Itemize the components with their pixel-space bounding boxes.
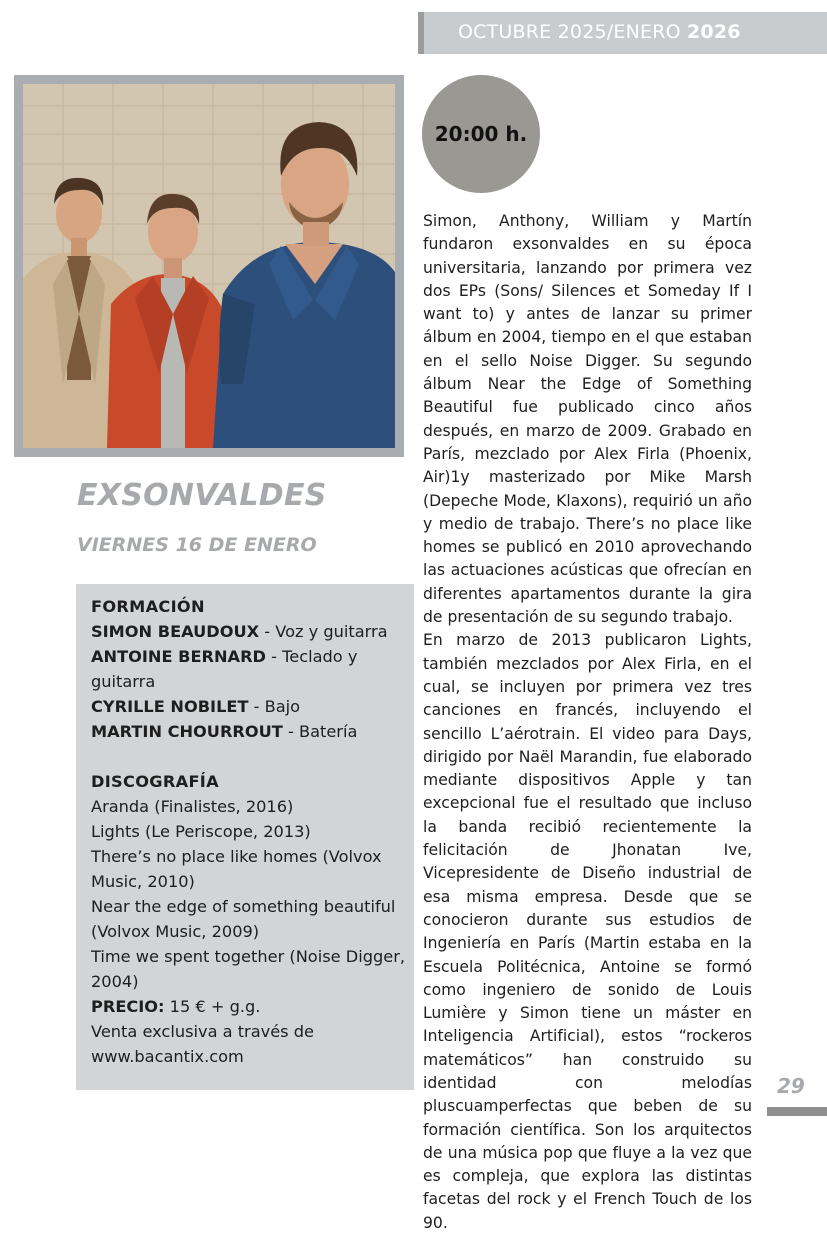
formation-title: FORMACIÓN (91, 597, 205, 616)
member-line (91, 719, 409, 744)
member-line (91, 694, 409, 719)
album-item: Time we spent together (Noise Digger, 2004) (91, 947, 406, 991)
discography-title: DISCOGRAFÍA (91, 772, 219, 791)
price-value: 15 € + g.g. (164, 997, 261, 1016)
member-line (91, 644, 409, 694)
band-photo (23, 84, 395, 448)
member-role: - Batería (282, 722, 358, 741)
album-item: There’s no place like homes (Volvox Music, 2010) (91, 847, 382, 891)
member-role: - Teclado y guitarra (91, 647, 358, 691)
page-number-bar (767, 1107, 827, 1116)
member-name: ANTOINE BERNARD (91, 647, 266, 666)
article-paragraph: Simon, Anthony, William y Martín fundaron exsonvaldes en su época universitaria, lanzando por primera vez dos EPs (Sons/ Silences et Someday If I want to) y antes de lanzar su primer álbum en 2004, tiempo en el que estaban en el sello Noise Digger. Su segundo álbum Near the Edge of Something Beautiful fue publicado cinco años después, en marzo de 2009. Grabado en París, mezclado por Alex Firla (Phoenix, Air)1y masterizado por Mike Marsh (Depeche Mode, Klaxons), requirió un año y medio de trabajo. There’s no place like homes se publicó en 2010 aprovechando las actuaciones acústicas que ofrecían en diferentes apartamentos durante la gira de presentación de su segundo trabajo. (423, 212, 752, 627)
member-line (91, 619, 409, 644)
article-body (423, 210, 752, 1235)
event-date: VIERNES 16 DE ENERO (77, 534, 317, 556)
member-name: CYRILLE NOBILET (91, 697, 249, 716)
band-photo-frame (14, 75, 404, 457)
album-item: Near the edge of something beautiful (Volvox Music, 2009) (91, 897, 396, 941)
price-label: PRECIO: (91, 997, 165, 1016)
header-accent-stripe (418, 12, 424, 54)
album-item: Lights (Le Periscope, 2013) (91, 822, 311, 841)
member-name: SIMON BEAUDOUX (91, 622, 260, 641)
member-role: - Voz y guitarra (259, 622, 388, 641)
info-box (76, 584, 414, 1090)
section-spacer (91, 744, 409, 769)
page-number: 29 (777, 1074, 805, 1098)
header-bar (418, 12, 827, 54)
event-time-badge (422, 75, 540, 193)
info-box-content (91, 594, 409, 1069)
article-paragraph: En marzo de 2013 publicaron Lights, también mezclados por Alex Firla, en el cual, se incluyen por primera vez tres canciones en francés, incluyendo el sencillo L’aérotrain. El video para Days, dirigido por Naël Marandin, fue elaborado mediante dispositivos Apple y tan excepcional fue el resultado que incluso la banda recibió recientemente la felicitación de Jhonatan Ive, Vicepresidente de Diseño industrial de esa misma empresa. Desde que se conocieron durante sus estudios de Ingeniería en París (Martin estaba en la Escuela Politécnica, Antoine se formó como ingeniero de sonido de Louis Lumière y Simon tiene un máster en Inteligencia Artificial), estos “rockeros matemáticos” han construido su identidad con melodías pluscuamperfectas que beben de su formación científica. Son los arquitectos de una música pop que fluye a la vez que es compleja, que explora las distintas facetas del rock y el French Touch de los 90. (423, 631, 752, 1232)
header-dates (458, 21, 741, 43)
event-time: 20:00 h. (434, 122, 528, 146)
band-name-title: EXSONVALDES (77, 478, 327, 513)
header-dates-regular: OCTUBRE 2025/ENERO (458, 21, 681, 43)
member-role: - Bajo (248, 697, 301, 716)
band-photo-illustration (23, 84, 395, 448)
price-line (91, 994, 409, 1019)
member-name: MARTIN CHOURROUT (91, 722, 283, 741)
album-item: Aranda (Finalistes, 2016) (91, 797, 294, 816)
header-dates-bold: 2026 (687, 21, 741, 43)
sale-note: Venta exclusiva a través de www.bacantix.com (91, 1022, 314, 1066)
